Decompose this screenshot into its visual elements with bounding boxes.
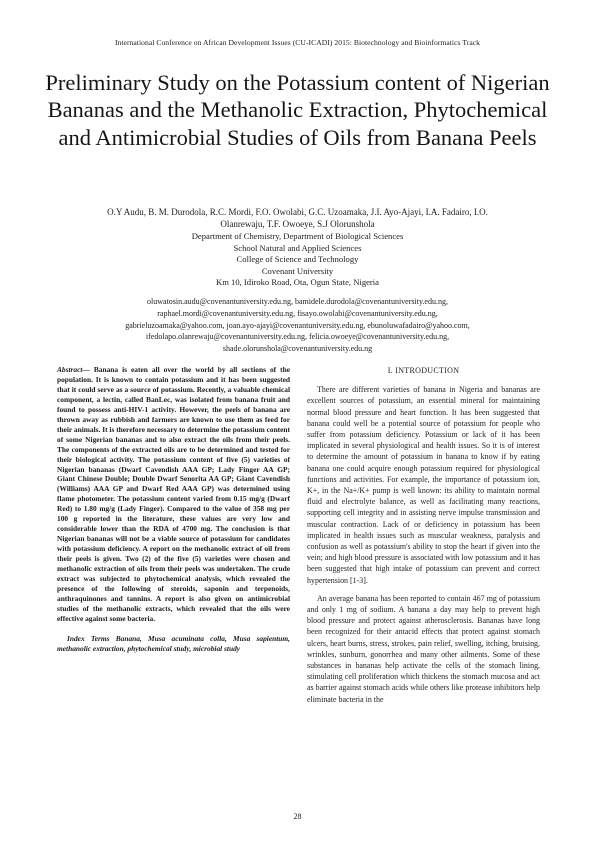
index-terms-line: Index Terms Banana, Musa acuminata colla, Musa — [67, 633, 251, 643]
abstract-line: considerable lower than the RDA of 4700 mg. The conclusion — [57, 524, 266, 534]
email-line: raphael.mordi@covenantuniversity.edu.ng, fisayo.owolabi@covenantuniversity.edu.ng, — [157, 308, 438, 318]
email-line: gabrieluzoamaka@yahoo.com, joan.ayo-ajayi@covenantuniversity.edu.ng, ebunoluwafadairo@yahoo.com, — [125, 320, 470, 330]
abstract-line: (Lady Finger). Compared to the value of 358 mg per 100 g — [57, 504, 290, 524]
paragraph-line: potential source of potassium for people who suffer from — [307, 418, 541, 440]
paragraph-line: recognized for their antacid effects that protect against — [325, 627, 510, 637]
paragraph-line: K+, in the Na+/K+ pump is well known: its ability to — [307, 486, 485, 496]
abstract-label: Abstract— — [57, 365, 90, 374]
abstract-line: (Dwarf Cavendish AAA GP; Lady Finger AA GP; Giant — [57, 464, 290, 484]
abstract-line: is that Nigerian bananas will not be a viable source of — [57, 524, 291, 544]
abstract-line: Nigerian bananas and to also extract the oils from their — [85, 434, 270, 444]
introduction-paragraph-1 — [307, 384, 540, 586]
paragraph-line: function. It has been suggested that banana could well be a — [307, 407, 541, 428]
paragraph-line: pressure is associated with low potassium and it has been — [307, 553, 541, 574]
affiliation-line: Department of Chemistry, Department of Biological Sciences — [191, 231, 404, 241]
paragraph-line: bananas help activate the cells of the stomach lining, — [355, 661, 541, 671]
paragraph-line: assisting nerve impulse transmission and muscular — [307, 508, 540, 529]
abstract-line: potassium for candidates with potassium deficiency. A — [57, 534, 290, 554]
paragraph-line: implicated in health issues such as muscular weakness, — [307, 530, 494, 540]
author-line: O.Y Audu, B. M. Durodola, R.C. Mordi, F.O. Owolabi, G.C. Uzoamaka, J.I. Ayo-Ajayi, I.A. Fadairo, I.O. — [107, 207, 488, 217]
paragraph-line: stomach ulcers, heart burns, stress, strokes, pain relief, — [307, 627, 541, 648]
abstract-line: potassium. Recently, a valuable chemical component, a — [57, 384, 290, 404]
abstract-line: banana are thrown away as rubbish and farmers are known — [57, 404, 290, 424]
paragraph-line: activities. For example, the importance of potassium ion, — [353, 474, 540, 484]
abstract-line: undertaken. The crude extract was subjected to — [57, 564, 291, 584]
paper-title: Preliminary Study on the Potassium content of Nigerian Bananas and the Methanolic Extraction, Phytochemical and Antimicrobial Studies of Oils from Banana Peels — [45, 70, 550, 150]
paragraph-line: mineral for maintaining normal blood pressure and heart — [307, 396, 541, 417]
abstract-line: report on the methanolic extract of oil from their peels is — [57, 544, 290, 564]
paragraph-line: enough potassium required for physiological functions and — [307, 463, 540, 484]
paragraph-line: is of interest to determine the amount of potassium in — [307, 441, 540, 462]
paragraph-line: facilitating many reactions, supporting cell integrity and in — [307, 497, 541, 518]
paragraph-line: suggested that high intake of potassium can prevent and — [325, 564, 515, 574]
page-number: 28 — [293, 812, 302, 821]
abstract-line: following of steroids, saponin and terpenoids, — [121, 583, 290, 593]
abstract-line: methanolic extraction of oils from their peels was — [57, 564, 215, 574]
section-heading: I. INTRODUCTION — [387, 366, 460, 375]
abstract-line: anthraquinones and tannins. A report is also given on — [57, 593, 244, 603]
paragraph-line: swelling, itching, bruising, wrinkles, sunburn, gonorrhea — [307, 638, 540, 659]
abstract-line: antimicrobial studies of the methanolic extracts, which — [57, 593, 291, 613]
author-line: Olanrewaju, T.F. Owoeye, S.J Olorunshola — [220, 219, 375, 229]
affiliation-block — [60, 231, 535, 289]
paragraph-line: bananas are excellent sources of potassium, an essential — [307, 385, 540, 406]
index-terms — [57, 634, 290, 654]
paragraph-line: potassium deficiency. Potassium or lack of it has been — [349, 430, 540, 440]
abstract — [57, 365, 290, 624]
abstract-line: given. Two (2) of the five (5) varieties were chosen and — [103, 554, 290, 564]
author-list — [52, 206, 543, 230]
abstract-line: lectin, called BanLec, was isolated from banana fruit and — [102, 394, 290, 404]
abstract-line: determined and tested for their biological activity. The — [57, 444, 291, 464]
introduction-paragraph-2 — [307, 593, 540, 705]
abstract-line: reported in the literature, these values are very low and — [82, 514, 290, 524]
paragraph-line: stop the heart if given into the vein; and high blood — [307, 542, 540, 563]
abstract-line: Cavendish (Williams) AAA GP and Dwarf Red AAA GP) — [57, 474, 290, 494]
abstract-line: Banana is eaten all over the world by all — [93, 365, 238, 374]
affiliation-line: Covenant University — [261, 265, 334, 276]
paragraph-line: banana to know if by eating banana one could acquire — [307, 452, 541, 473]
paragraph-line: mucosa and act as barrier against stomach acids while — [307, 672, 541, 693]
paragraph-line: contraction. Lack of or deficiency in potassium has been — [340, 519, 541, 529]
paragraph-line: may help to prevent high blood pressure and protect — [307, 605, 541, 626]
abstract-line: content varied from 0.15 mg/g (Dwarf Red) to 1.80 mg/g — [57, 494, 290, 514]
right-column — [307, 365, 540, 712]
abstract-line: phytochemical analysis, which revealed the presence of the — [57, 574, 290, 593]
paragraph-line: There are different varieties of banana in Nigeria and — [317, 385, 498, 395]
affiliation-line: College of Science and Technology — [236, 254, 359, 265]
paragraph-line: implicated in several physiological and health issues. So it — [307, 441, 498, 451]
abstract-line: and it has been suggested that it could serve as a source of — [57, 374, 290, 394]
abstract-line: potassium content of five (5) varieties of Nigerian bananas — [57, 454, 290, 474]
paragraph-line: maintain normal fluid and electrolyte balance, as well as — [307, 486, 540, 507]
abstract-line: necessary to determine the potassium content of some — [57, 424, 290, 444]
paragraph-line: against atherosclerosis. Bananas have long been — [307, 616, 540, 637]
abstract-line: Chinese Double; Double Dwarf Senorita AA GP; Giant — [77, 474, 255, 484]
abstract-line: peels. The components of the extracted oils are to be — [57, 434, 290, 454]
index-terms-line: sapientum, methanolic extraction, phytochemical study, — [57, 633, 290, 653]
paragraph-line: mg of potassium and only 1 mg of sodium. A banana a day — [307, 593, 540, 615]
paragraph-line: and many other ailments. Some of these substances in — [307, 649, 540, 671]
affiliation-line: Km 10, Idiroko Road, Ota, Ogun State, Nigeria — [215, 277, 379, 288]
abstract-line: to use them as feed for their animals. It is therefore — [57, 414, 290, 434]
email-block — [60, 296, 535, 355]
email-line: ifedolapo.olanrewaju@covenantuniversity.edu.ng, felicia.owoeye@covenantuniversity.edu.ng, — [145, 332, 450, 342]
paragraph-line: correct hypertension [1-3]. — [307, 564, 541, 585]
affiliation-line: School Natural and Applied Sciences — [233, 242, 362, 253]
left-column — [57, 365, 290, 654]
paragraph-line: paralysis and confusion as well as potassium's ability to — [307, 530, 540, 552]
abstract-line: found to possess anti-HIV-1 activity. However, the peels of — [57, 404, 251, 414]
email-line: oluwatosin.audu@covenantuniversity.edu.ng, bamidele.durodola@covenantuniversity.edu.ng, — [147, 297, 448, 306]
abstract-line: sections of the population. It is known to contain potassium — [57, 365, 290, 384]
paragraph-line: stimulating cell proliferation which thickens the stomach — [307, 672, 489, 682]
paragraph-line: others like protease inhibitors help eliminate bacteria in the — [307, 683, 541, 704]
paragraph-line: An average banana has been reported to contain 467 — [317, 593, 485, 603]
abstract-line: was determined using flame photometer. The potassium — [57, 484, 291, 504]
index-terms-line: microbial study — [193, 643, 241, 653]
running-head: International Conference on African Development Issues (CU-ICADI) 2015: Biotechnology and Bioinformatics Track — [114, 38, 481, 47]
abstract-line: revealed that the oils were effective against some bacteria. — [57, 603, 290, 623]
email-line: shade.olorunshola@covenantuniversity.edu.ng — [222, 344, 373, 354]
